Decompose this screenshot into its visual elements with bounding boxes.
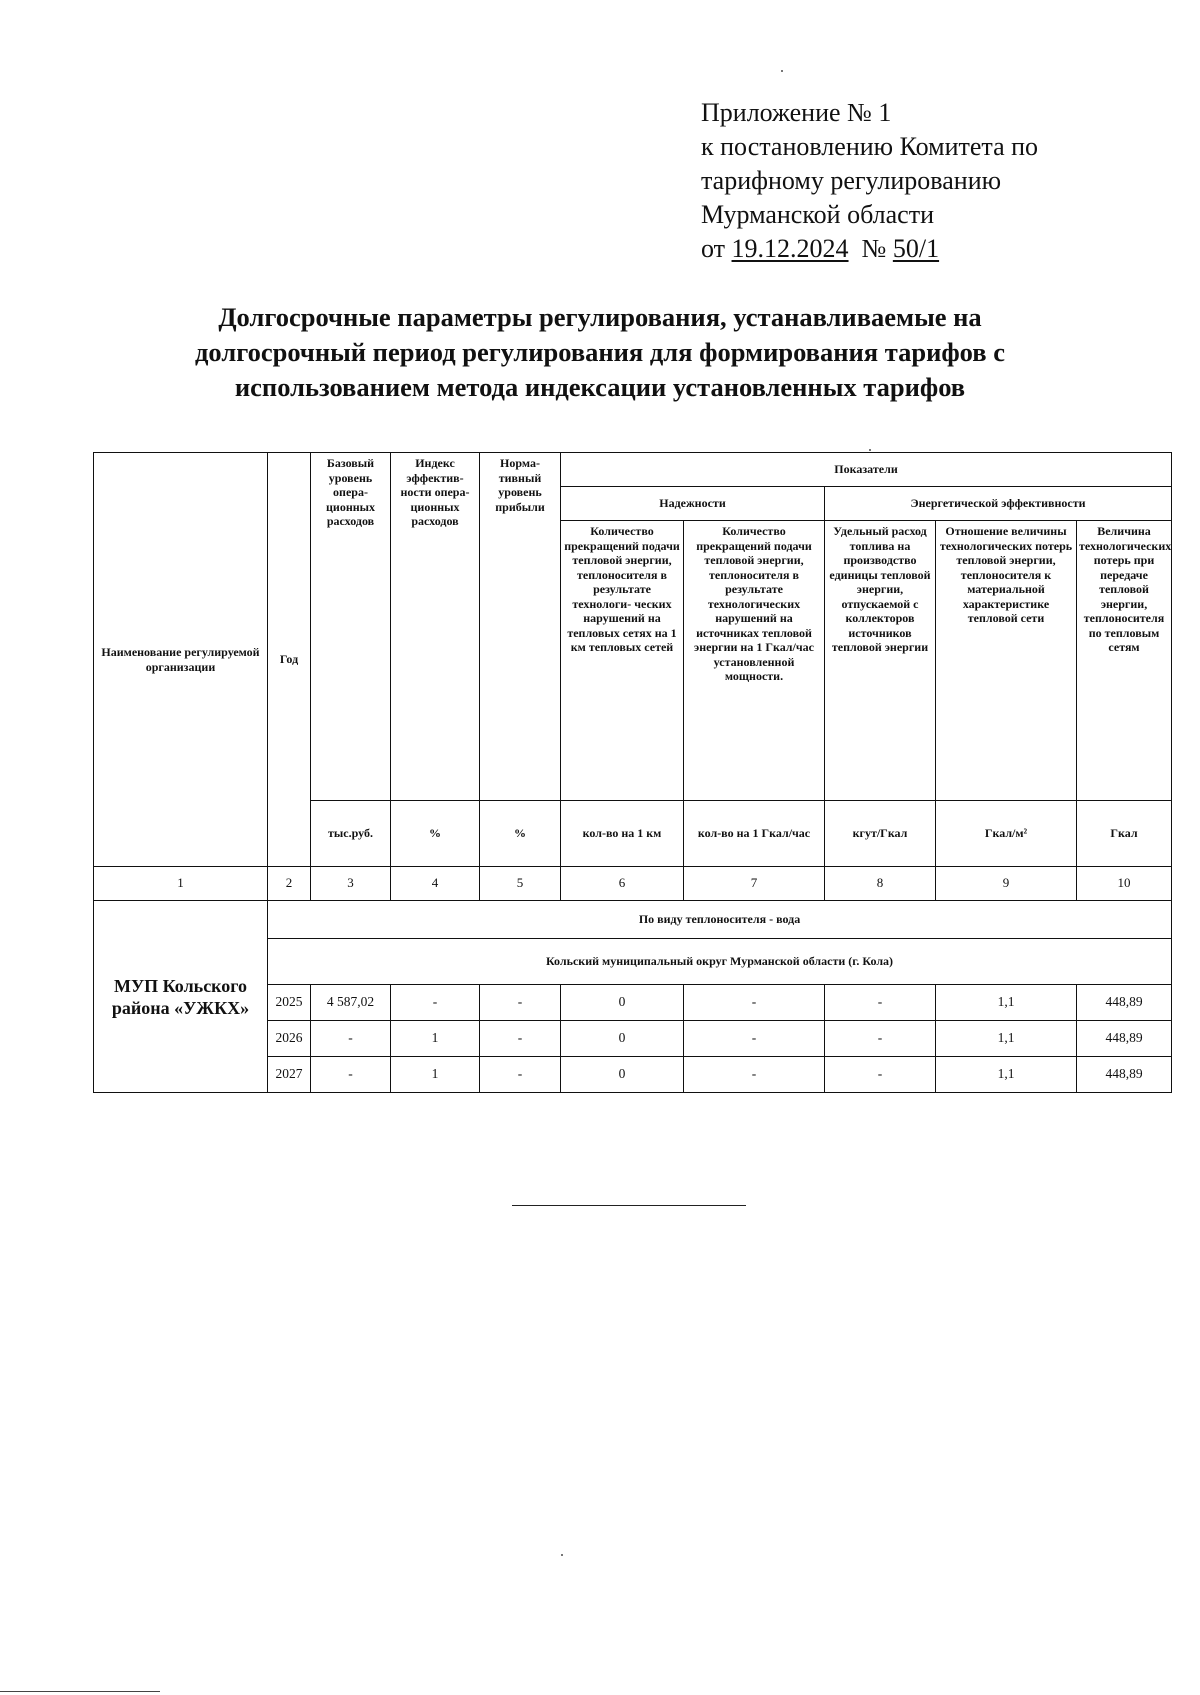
appendix-date-line — [701, 232, 1038, 266]
col9-cell: 1,1 — [936, 1057, 1077, 1093]
unit-normative-profit: % — [480, 801, 561, 867]
appendix-line-3: тарифному регулированию — [701, 166, 1002, 195]
col8-cell: - — [825, 1021, 936, 1057]
date-prefix: от — [701, 234, 732, 263]
header-year: Год — [268, 453, 311, 867]
col6-cell: 0 — [561, 1057, 684, 1093]
unit-col8: кгут/Гкал — [825, 801, 936, 867]
column-number: 1 — [94, 867, 268, 901]
unit-efficiency-index: % — [391, 801, 480, 867]
normative-profit-cell: - — [480, 1057, 561, 1093]
organization-name: МУП Кольского района «УЖКХ» — [94, 901, 268, 1093]
column-number: 2 — [268, 867, 311, 901]
col8-cell: - — [825, 985, 936, 1021]
efficiency-index-cell: - — [391, 985, 480, 1021]
col10-cell: 448,89 — [1077, 1021, 1172, 1057]
unit-base-level: тыс.руб. — [311, 801, 391, 867]
col9-cell: 1,1 — [936, 985, 1077, 1021]
efficiency-index-cell: 1 — [391, 1057, 480, 1093]
title-line-1: Долгосрочные параметры регулирования, устанавливаемые на — [218, 302, 982, 332]
col7-cell: - — [684, 1057, 825, 1093]
resolution-date: 19.12.2024 — [731, 234, 849, 263]
resolution-number: 50/1 — [892, 234, 940, 263]
scan-edge-line — [0, 1691, 160, 1692]
scan-speck — [561, 1554, 563, 1556]
appendix-title: Приложение № 1 — [701, 98, 892, 127]
col10-cell: 448,89 — [1077, 1057, 1172, 1093]
header-col7: Количество прекращений подачи тепловой энергии, теплоносителя в результате технологических нарушений на источниках тепловой энергии на 1 Гкал/час установленной мощности. — [684, 521, 825, 801]
column-number: 6 — [561, 867, 684, 901]
title-line-2: долгосрочный период регулирования для формирования тарифов с — [195, 337, 1005, 367]
normative-profit-cell: - — [480, 985, 561, 1021]
header-efficiency-index: Индекс эффектив- ности опера- ционных расходов — [391, 453, 480, 801]
col9-cell: 1,1 — [936, 1021, 1077, 1057]
header-col9: Отношение величины технологических потерь тепловой энергии, теплоносителя к материальной характеристике тепловой сети — [936, 521, 1077, 801]
header-base-level: Базовый уровень опера- ционных расходов — [311, 453, 391, 801]
efficiency-index-cell: 1 — [391, 1021, 480, 1057]
header-col10: Величина технологических потерь при передаче тепловой энергии, теплоносителя по тепловым сетям — [1077, 521, 1172, 801]
header-energy-efficiency: Энергетической эффективности — [825, 487, 1172, 521]
appendix-line-2: к постановлению Комитета по — [701, 132, 1039, 161]
base-level-cell: - — [311, 1057, 391, 1093]
scan-speck — [869, 449, 871, 451]
appendix-line-4: Мурманской области — [701, 200, 934, 229]
header-org-name: Наименование регулируемой организации — [94, 453, 268, 867]
base-level-cell: 4 587,02 — [311, 985, 391, 1021]
column-number: 10 — [1077, 867, 1172, 901]
column-number: 8 — [825, 867, 936, 901]
header-col6: Количество прекращений подачи тепловой энергии, теплоносителя в результате технологи- ческих нарушений на тепловых сетях на 1 км тепловых сетей — [561, 521, 684, 801]
header-reliability: Надежности — [561, 487, 825, 521]
document-title — [150, 300, 1050, 405]
number-prefix: № — [861, 234, 893, 263]
appendix-block — [701, 96, 1038, 266]
col8-cell: - — [825, 1057, 936, 1093]
column-number: 3 — [311, 867, 391, 901]
heat-carrier-row: По виду теплоносителя - вода — [268, 901, 1172, 939]
header-normative-profit: Норма- тивный уровень прибыли — [480, 453, 561, 801]
col7-cell: - — [684, 1021, 825, 1057]
normative-profit-cell: - — [480, 1021, 561, 1057]
district-row: Кольский муниципальный округ Мурманской области (г. Кола) — [268, 939, 1172, 985]
scan-speck — [781, 70, 783, 72]
parameters-table — [93, 452, 1172, 1093]
unit-col10: Гкал — [1077, 801, 1172, 867]
column-number: 5 — [480, 867, 561, 901]
year-cell: 2025 — [268, 985, 311, 1021]
unit-col7: кол-во на 1 Гкал/час — [684, 801, 825, 867]
closing-rule — [512, 1205, 746, 1206]
col10-cell: 448,89 — [1077, 985, 1172, 1021]
year-cell: 2026 — [268, 1021, 311, 1057]
header-col8: Удельный расход топлива на производство единицы тепловой энергии, отпускаемой с коллекторов источников тепловой энергии — [825, 521, 936, 801]
column-number: 4 — [391, 867, 480, 901]
column-number: 7 — [684, 867, 825, 901]
col6-cell: 0 — [561, 985, 684, 1021]
year-cell: 2027 — [268, 1057, 311, 1093]
col6-cell: 0 — [561, 1021, 684, 1057]
unit-col6: кол-во на 1 км — [561, 801, 684, 867]
col7-cell: - — [684, 985, 825, 1021]
unit-col9: Гкал/м² — [936, 801, 1077, 867]
column-number: 9 — [936, 867, 1077, 901]
header-indicators: Показатели — [561, 453, 1172, 487]
title-line-3: использованием метода индексации установленных тарифов — [234, 372, 966, 402]
base-level-cell: - — [311, 1021, 391, 1057]
